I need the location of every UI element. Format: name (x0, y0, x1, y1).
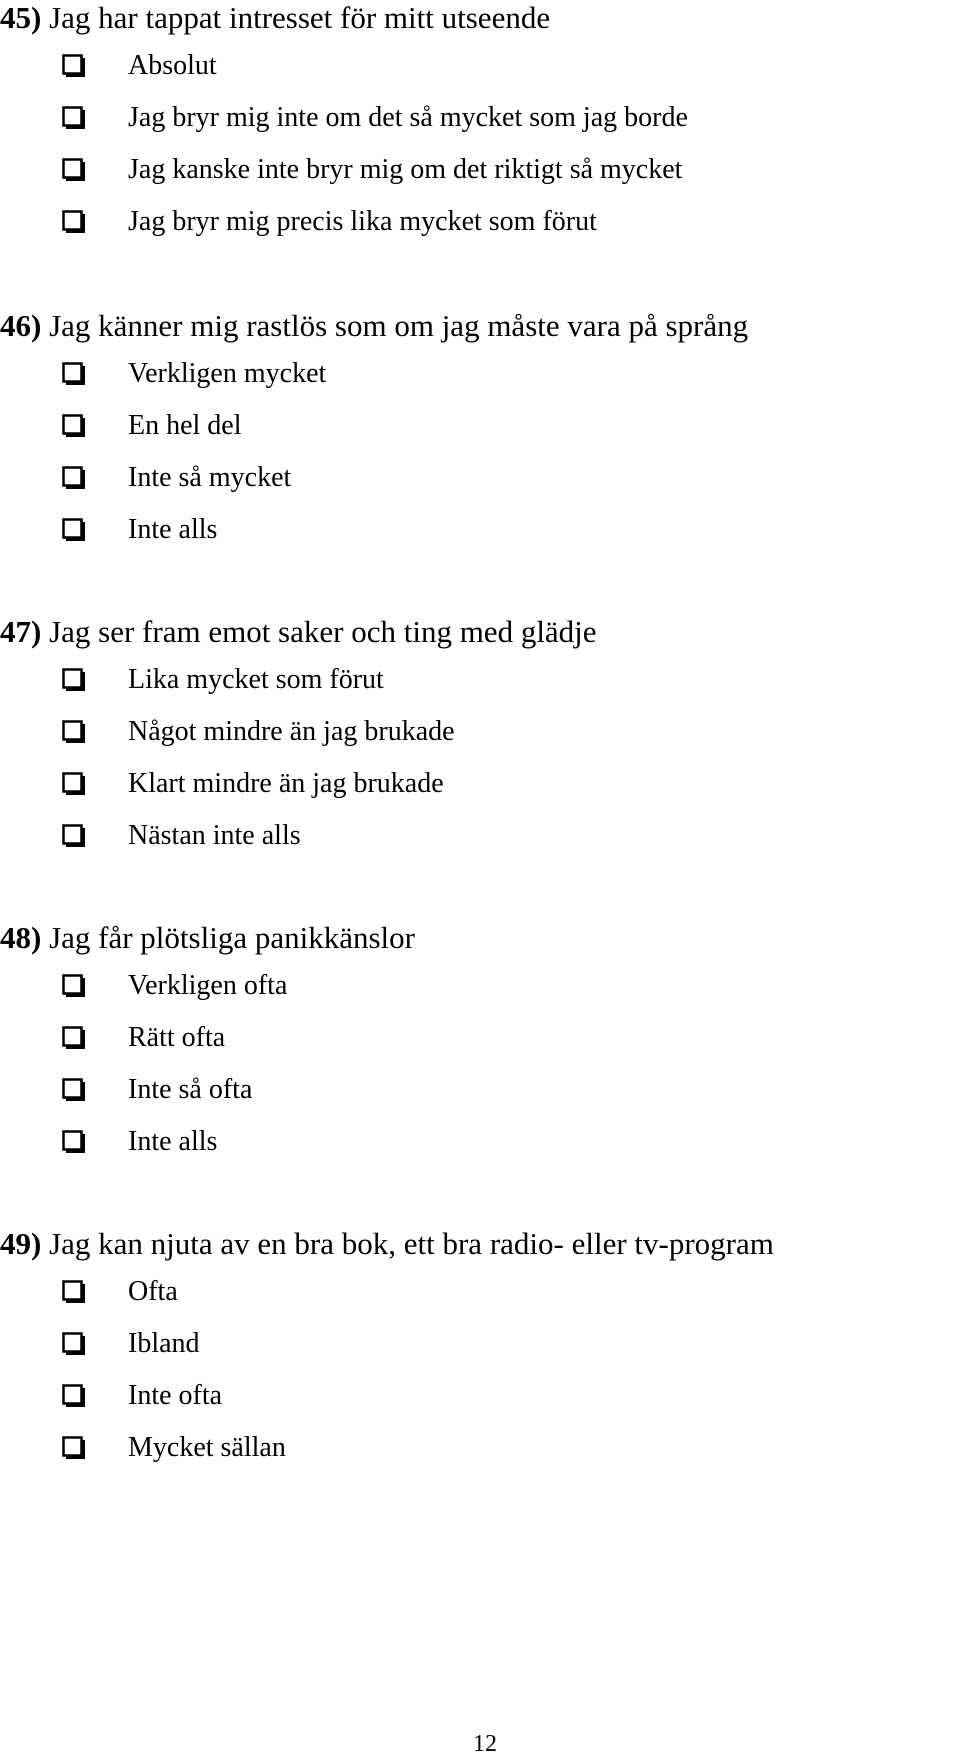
option-label: Ibland (128, 1328, 200, 1359)
option-48-4[interactable] (62, 1122, 218, 1162)
checkbox-icon[interactable] (62, 974, 86, 998)
option-label: Inte ofta (128, 1380, 223, 1411)
checkbox-icon[interactable] (62, 1332, 86, 1356)
option-label: Nästan inte alls (128, 820, 301, 851)
option-label: Klart mindre än jag brukade (128, 768, 444, 799)
option-label: Jag kanske inte bryr mig om det riktigt så mycket (128, 154, 683, 185)
question-title (0, 0, 550, 38)
option-45-2[interactable] (62, 98, 688, 138)
option-label: Inte alls (128, 514, 218, 545)
question-number: 46) (0, 308, 42, 343)
option-label: Ofta (128, 1276, 178, 1307)
option-47-2[interactable] (62, 712, 455, 752)
question-text: Jag får plötsliga panikkänslor (49, 920, 415, 955)
checkbox-icon[interactable] (62, 466, 86, 490)
question-text: Jag kan njuta av en bra bok, ett bra radio- eller tv-program (49, 1226, 774, 1261)
checkbox-icon[interactable] (62, 1384, 86, 1408)
option-48-3[interactable] (62, 1070, 253, 1110)
option-47-4[interactable] (62, 816, 301, 856)
checkbox-icon[interactable] (62, 414, 86, 438)
option-label: Verkligen mycket (128, 358, 327, 389)
checkbox-icon[interactable] (62, 362, 86, 386)
question-text: Jag ser fram emot saker och ting med glädje (49, 614, 597, 649)
question-title (0, 918, 415, 958)
option-49-4[interactable] (62, 1428, 286, 1468)
checkbox-icon[interactable] (62, 772, 86, 796)
option-46-4[interactable] (62, 510, 218, 550)
option-45-3[interactable] (62, 150, 683, 190)
option-49-3[interactable] (62, 1376, 223, 1416)
page-number: 12 (473, 1731, 497, 1757)
option-label: En hel del (128, 410, 242, 441)
option-48-2[interactable] (62, 1018, 226, 1058)
question-number: 48) (0, 920, 42, 955)
checkbox-icon[interactable] (62, 1130, 86, 1154)
checkbox-icon[interactable] (62, 668, 86, 692)
option-label: Inte så ofta (128, 1074, 253, 1105)
option-label: Absolut (128, 50, 217, 81)
checkbox-icon[interactable] (62, 720, 86, 744)
option-label: Lika mycket som förut (128, 664, 384, 695)
checkbox-icon[interactable] (62, 1436, 86, 1460)
option-46-2[interactable] (62, 406, 242, 446)
question-title (0, 612, 597, 652)
question-number: 49) (0, 1226, 42, 1261)
option-45-1[interactable] (62, 46, 217, 86)
option-47-3[interactable] (62, 764, 444, 804)
option-label: Rätt ofta (128, 1022, 226, 1053)
question-number: 47) (0, 614, 42, 649)
checkbox-icon[interactable] (62, 54, 86, 78)
checkbox-icon[interactable] (62, 158, 86, 182)
checkbox-icon[interactable] (62, 1280, 86, 1304)
option-46-3[interactable] (62, 458, 292, 498)
question-title (0, 306, 748, 346)
option-label: Jag bryr mig precis lika mycket som förut (128, 206, 597, 237)
checkbox-icon[interactable] (62, 1078, 86, 1102)
checkbox-icon[interactable] (62, 1026, 86, 1050)
checkbox-icon[interactable] (62, 518, 86, 542)
option-48-1[interactable] (62, 966, 288, 1006)
question-title (0, 1224, 774, 1264)
question-number: 45) (0, 0, 42, 35)
checkbox-icon[interactable] (62, 106, 86, 130)
option-45-4[interactable] (62, 202, 597, 242)
option-label: Inte så mycket (128, 462, 292, 493)
option-49-2[interactable] (62, 1324, 200, 1364)
option-46-1[interactable] (62, 354, 327, 394)
checkbox-icon[interactable] (62, 210, 86, 234)
question-text: Jag känner mig rastlös som om jag måste vara på språng (49, 308, 749, 343)
option-label: Jag bryr mig inte om det så mycket som jag borde (128, 102, 688, 133)
option-label: Något mindre än jag brukade (128, 716, 455, 747)
option-label: Verkligen ofta (128, 970, 288, 1001)
option-label: Inte alls (128, 1126, 218, 1157)
checkbox-icon[interactable] (62, 824, 86, 848)
option-49-1[interactable] (62, 1272, 178, 1312)
question-text: Jag har tappat intresset för mitt utseende (49, 0, 551, 35)
option-47-1[interactable] (62, 660, 384, 700)
option-label: Mycket sällan (128, 1432, 286, 1463)
